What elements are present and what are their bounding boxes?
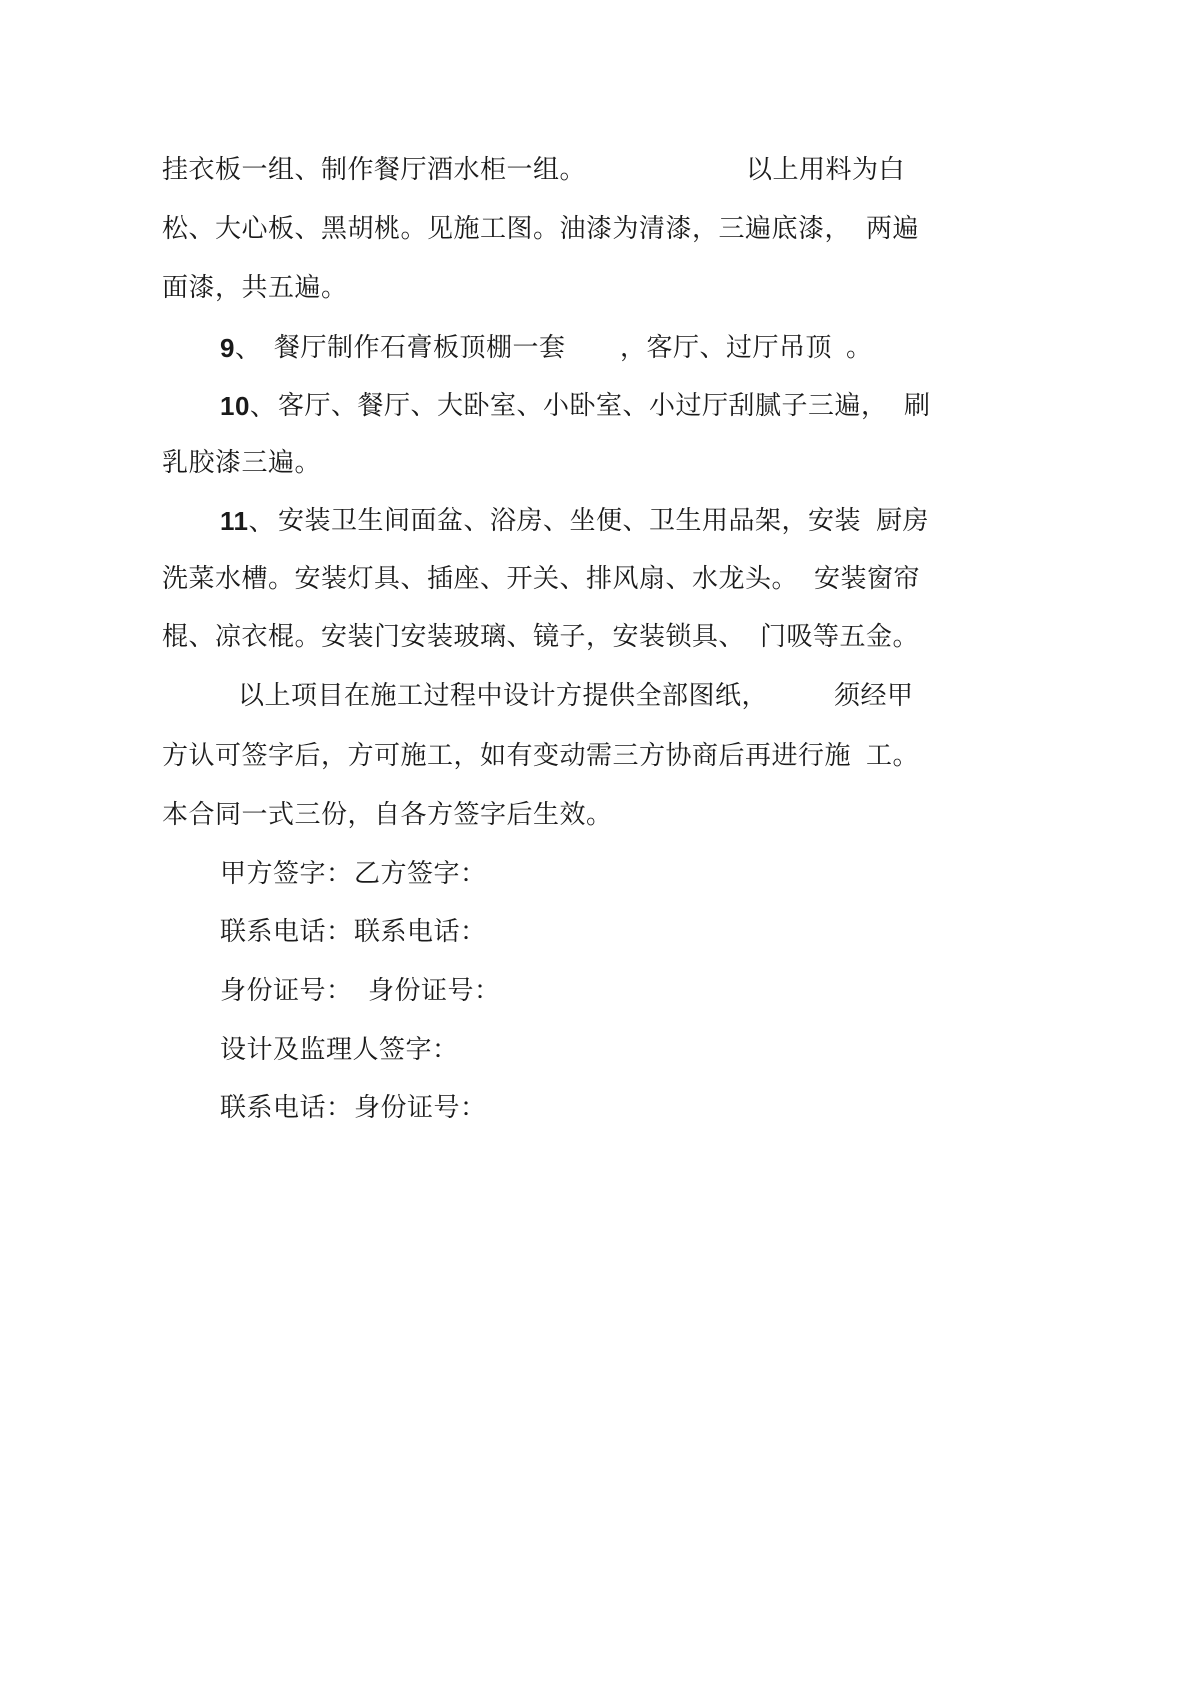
party-a-id-label: 身份证号： — [220, 976, 353, 1006]
item11-line2b: 安装窗帘 — [814, 564, 921, 594]
para8-line1b: 以上用料为白 — [746, 155, 906, 185]
party-b-sign-label: 乙方签字： — [354, 859, 487, 889]
designer-sign-label: 设计及监理人签字： — [220, 1035, 459, 1065]
closing-line1a: 以上项目在施工过程中设计方提供全部图纸， — [238, 681, 769, 711]
closing-line3: 本合同一式三份，自各方签字后生效。 — [162, 800, 613, 830]
item11-text-a: 安装卫生间面盆、浴房、坐便、卫生用品架，安装 — [278, 506, 862, 536]
party-b-id-label: 身份证号： — [368, 976, 501, 1006]
para8-line1a: 挂衣板一组、制作餐厅酒水柜一组。 — [162, 155, 587, 185]
closing-line1b: 须经甲 — [834, 681, 914, 711]
designer-id-label: 身份证号： — [354, 1093, 487, 1123]
item10-line — [220, 386, 276, 426]
item9-sep: 、 — [234, 334, 262, 364]
item9-text-c: 。 — [846, 333, 873, 363]
item9-line — [220, 328, 261, 368]
para8-line2b: 两遍 — [866, 214, 920, 244]
party-a-phone-label: 联系电话： — [220, 917, 353, 947]
item9-text-a: 餐厅制作石膏板顶棚一套 — [274, 333, 566, 363]
party-a-sign-label: 甲方签字： — [220, 859, 353, 889]
closing-line2a: 方认可签字后，方可施工，如有变动需三方协商后再进行施 — [162, 741, 852, 771]
item11-line3b: 门吸等五金。 — [760, 622, 920, 652]
item10-sep: 、 — [249, 392, 277, 422]
item10-text-a: 客厅、餐厅、大卧室、小卧室、小过厅刮腻子三遍， — [278, 391, 888, 421]
item11-text-b: 厨房 — [876, 506, 930, 536]
item9-number: 9 — [220, 333, 235, 363]
item9-text-b: ，客厅、过厅吊顶 — [620, 333, 833, 363]
item11-number: 11 — [220, 506, 249, 536]
item11-line — [220, 501, 275, 541]
item10-text-b: 刷 — [904, 391, 931, 421]
designer-phone-label: 联系电话： — [220, 1093, 353, 1123]
item11-line3a: 棍、凉衣棍。安装门安装玻璃、镜子，安装锁具、 — [162, 622, 746, 652]
closing-line2b: 工。 — [866, 741, 920, 771]
item10-line2: 乳胶漆三遍。 — [162, 448, 322, 478]
item11-sep: 、 — [248, 507, 276, 537]
party-b-phone-label: 联系电话： — [354, 917, 487, 947]
item10-number: 10 — [220, 391, 250, 421]
para8-line3: 面漆，共五遍。 — [162, 273, 348, 303]
item11-line2a: 洗菜水槽。安装灯具、插座、开关、排风扇、水龙头。 — [162, 564, 799, 594]
para8-line2a: 松、大心板、黑胡桃。见施工图。油漆为清漆，三遍底漆， — [162, 214, 852, 244]
